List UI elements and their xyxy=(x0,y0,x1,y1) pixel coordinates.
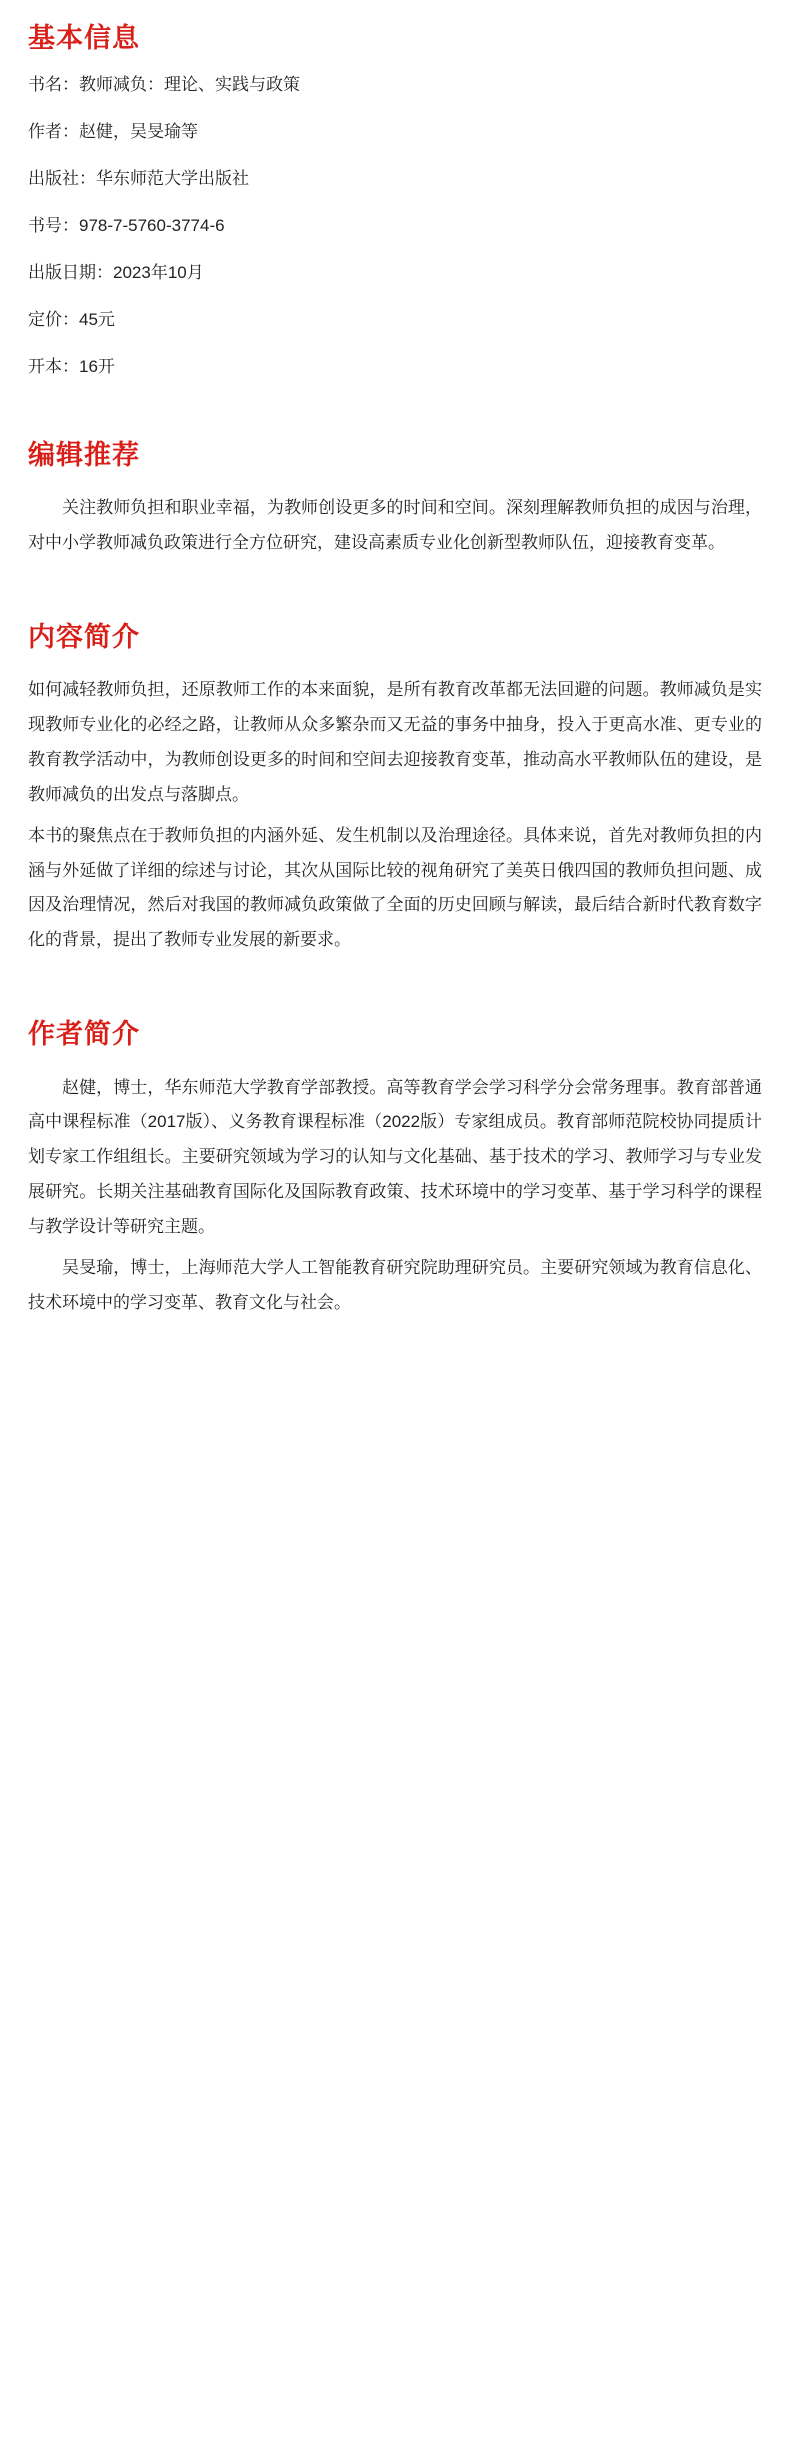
list-item: 书名：教师减负：理论、实践与政策 xyxy=(28,75,300,95)
list-item: 开本：16开 xyxy=(28,357,115,377)
list-item: 定价：45元 xyxy=(28,310,115,330)
list-item: 作者：赵健，吴旻瑜等 xyxy=(28,122,198,142)
section-title-author-intro: 作者简介 xyxy=(28,1019,140,1050)
section-title-basic-info: 基本信息 xyxy=(28,23,140,53)
paragraph: 如何减轻教师负担，还原教师工作的本来面貌，是所有教育改革都无法回避的问题。教师减负是实现教师专业化的必经之路，让教师从众多繁杂而又无益的事务中抽身，投入于更高水准、更专业的教育教学活动中，为教师创设更多的时间和空间去迎接教育变革，推动高水平教师队伍的建设，是教师减负的出发点与落脚点。 xyxy=(28,680,762,804)
list-item: 出版社：华东师范大学出版社 xyxy=(28,169,249,189)
paragraph: 赵健，博士，华东师范大学教育学部教授。高等教育学会学习科学分会常务理事。教育部普通高中课程标准（2017版）、义务教育课程标准（2022版）专家组成员。教育部师范院校协同提质计划专家工作组组长。主要研究领域为学习的认知与文化基础、基于技术的学习、教师学习与专业发展研究。长期关注基础教育国际化及国际教育政策、技术环境中的学习变革、基于学习科学的课程与教学设计等研究主题。 xyxy=(28,1077,762,1236)
section-spacer xyxy=(28,569,762,621)
section-title-content-summary: 内容简介 xyxy=(28,622,140,653)
book-metadata-list xyxy=(28,74,762,379)
section-spacer xyxy=(28,387,762,439)
section-editor-recommendation xyxy=(28,439,762,561)
paragraph: 关注教师负担和职业幸福，为教师创设更多的时间和空间。深刻理解教师负担的成因与治理，对中小学教师减负政策进行全方位研究，建设高素质专业化创新型教师队伍，迎接教育变革。 xyxy=(28,498,762,553)
list-item: 出版日期：2023年10月 xyxy=(28,263,204,283)
section-spacer xyxy=(28,966,762,1018)
paragraph: 吴旻瑜，博士，上海师范大学人工智能教育研究院助理研究员。主要研究领域为教育信息化、技术环境中的学习变革、教育文化与社会。 xyxy=(28,1257,762,1312)
section-title-editor-recommendation: 编辑推荐 xyxy=(28,439,140,470)
list-item: 书号：978-7-5760-3774-6 xyxy=(28,216,225,236)
section-basic-info xyxy=(28,22,762,379)
section-content-summary xyxy=(28,621,762,958)
paragraph: 本书的聚焦点在于教师负担的内涵外延、发生机制以及治理途径。具体来说，首先对教师负担的内涵与外延做了详细的综述与讨论，其次从国际比较的视角研究了美英日俄四国的教师负担问题、成因及治理情况，然后对我国的教师减负政策做了全面的历史回顾与解读，最后结合新时代教育数字化的背景，提出了教师专业发展的新要求。 xyxy=(28,825,762,950)
section-author-intro xyxy=(28,1018,762,1320)
